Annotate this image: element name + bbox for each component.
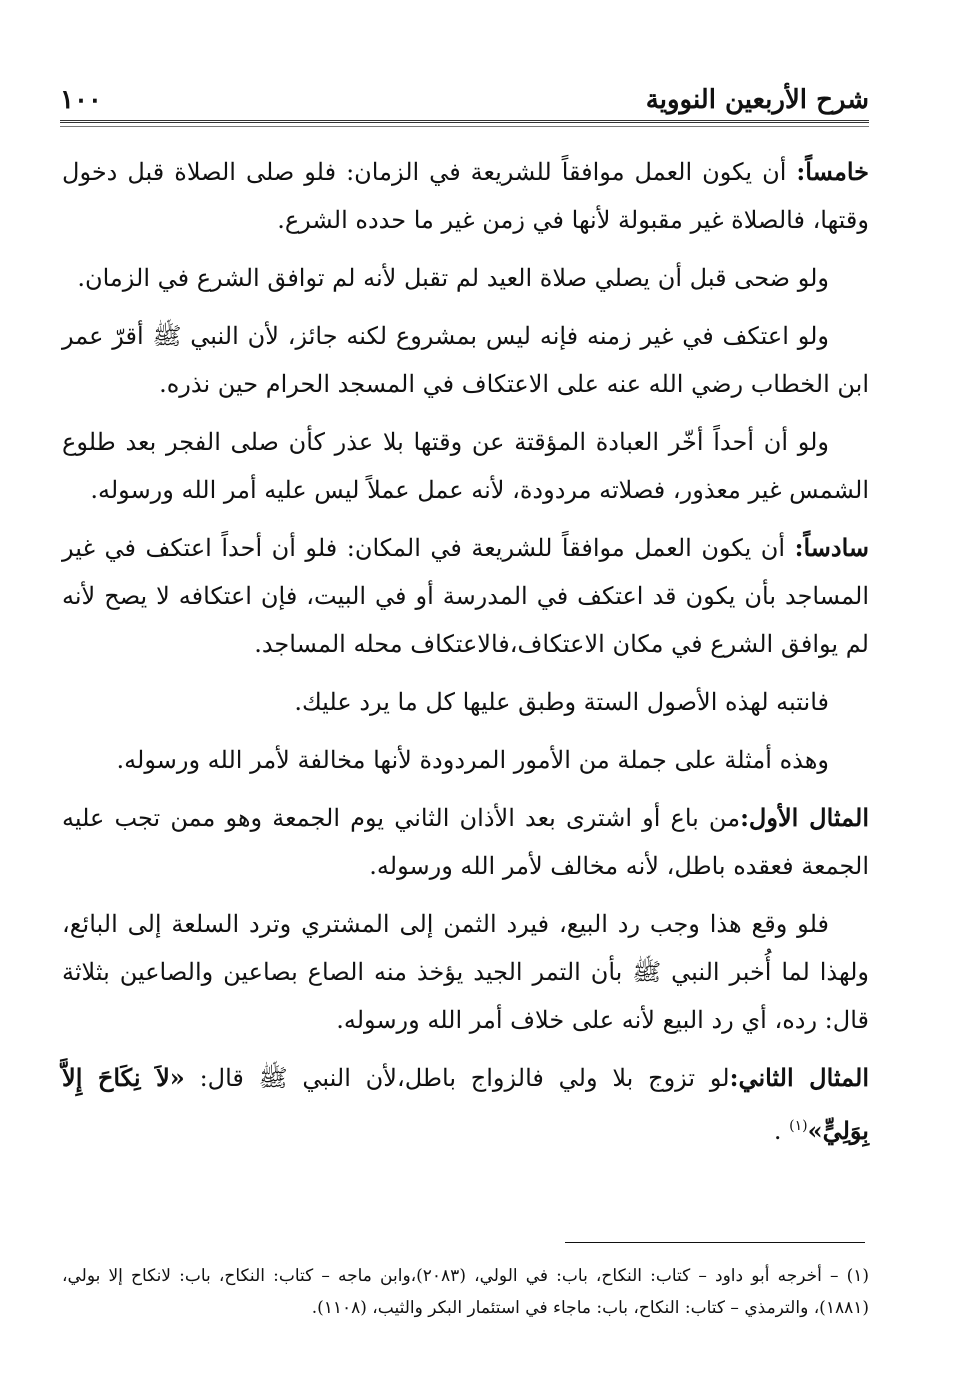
paragraph-2 xyxy=(62,254,869,302)
book-title: شرح الأربعين النووية xyxy=(645,85,869,115)
paragraph-7 xyxy=(62,736,869,784)
hadith-quote: «لاَ نِكَاحَ إِلاَّ بِوَلِيٍّ» xyxy=(62,1063,869,1145)
header-rule xyxy=(60,120,869,123)
footnote-separator xyxy=(565,1242,865,1243)
paragraph-lead: المثال الثاني: xyxy=(729,1063,870,1092)
header-rule-thin xyxy=(60,126,869,127)
paragraph-text: فانتبه لهذه الأصول الستة وطبق عليها كل ما يرد عليك. xyxy=(294,688,829,716)
paragraph-lead: خامساً: xyxy=(796,157,869,186)
paragraph-9 xyxy=(62,900,869,1044)
paragraph-10 xyxy=(62,1054,869,1155)
paragraph-lead: المثال الأول: xyxy=(740,803,869,832)
paragraph-6 xyxy=(62,678,869,726)
paragraph-8 xyxy=(62,794,869,890)
paragraph-text: ولو ضحى قبل أن يصلي صلاة العيد لم تقبل لأنه لم توافق الشرع في الزمان. xyxy=(77,264,829,292)
paragraph-text: فلو وقع هذا وجب رد البيع، فيرد الثمن إلى المشتري وترد السلعة إلى البائع، ولهذا لما أُخبر النبي ﷺ بأن التمر الجيد يؤخذ منه الصاع بصاعين والصاعين بثلاثة قال: رده، أي رد البيع لأنه على خلاف أمر الله ورسوله. xyxy=(62,910,869,1034)
paragraph-text: لو تزوج بلا ولي فالزواج باطل،لأن النبي ﷺ قال: xyxy=(184,1064,730,1092)
paragraph-3 xyxy=(62,312,869,408)
paragraph-4 xyxy=(62,418,869,514)
paragraph-tail: . xyxy=(773,1117,790,1145)
footnote-reference[interactable]: (١) xyxy=(789,1118,808,1134)
page-number: ١٠٠ xyxy=(60,85,102,115)
paragraph-text: أن يكون العمل موافقاً للشريعة في المكان: فلو أن أحداً اعتكف في غير المساجد بأن يكون قد اعتكف في المدرسة أو في البيت، فإن اعتكافه لا يصح لأنه لم يوافق الشرع في مكان الاعتكاف،فالاعتكاف محله المساجد. xyxy=(62,534,870,658)
running-header xyxy=(60,82,869,122)
paragraph-text: ولو أن أحداً أخّر العبادة المؤقتة عن وقتها بلا عذر كأن صلى الفجر بعد طلوع الشمس غير معذور، فصلاته مردودة، لأنه عمل عملاً ليس عليه أمر الله ورسوله. xyxy=(62,428,869,504)
paragraph-text: وهذه أمثلة على جملة من الأمور المردودة لأنها مخالفة لأمر الله ورسوله. xyxy=(116,746,829,774)
footnote: (١) – أخرجه أبو داود – كتاب: النكاح، باب: في الولي، (٢٠٨٣)،وابن ماجه – كتاب: النكاح، باب: لانكاح إلا بولي، (١٨٨١)، والترمذي – كتاب: النكاح، باب: ماجاء في استئمار البكر والثيب، (١١٠٨). xyxy=(62,1266,870,1318)
paragraph-text: من باع أو اشترى بعد الأذان الثاني يوم الجمعة وهو ممن تجب عليه الجمعة فعقده باطل، لأنه مخالف لأمر الله ورسوله. xyxy=(62,804,869,880)
paragraph-lead: سادساً: xyxy=(794,533,869,562)
paragraph-1 xyxy=(62,148,869,244)
paragraph-text: أن يكون العمل موافقاً للشريعة في الزمان: فلو صلى الصلاة قبل دخول وقتها، فالصلاة غير مقبولة لأنها في زمن غير ما حدده الشرع. xyxy=(62,158,869,234)
paragraph-text: ولو اعتكف في غير زمنه فإنه ليس بمشروع لكنه جائز، لأن النبي ﷺ أقرّ عمر ابن الخطاب رضي الله عنه على الاعتكاف في المسجد الحرام حين نذره. xyxy=(62,322,869,398)
paragraph-5 xyxy=(62,524,869,668)
body-text xyxy=(62,148,869,1165)
